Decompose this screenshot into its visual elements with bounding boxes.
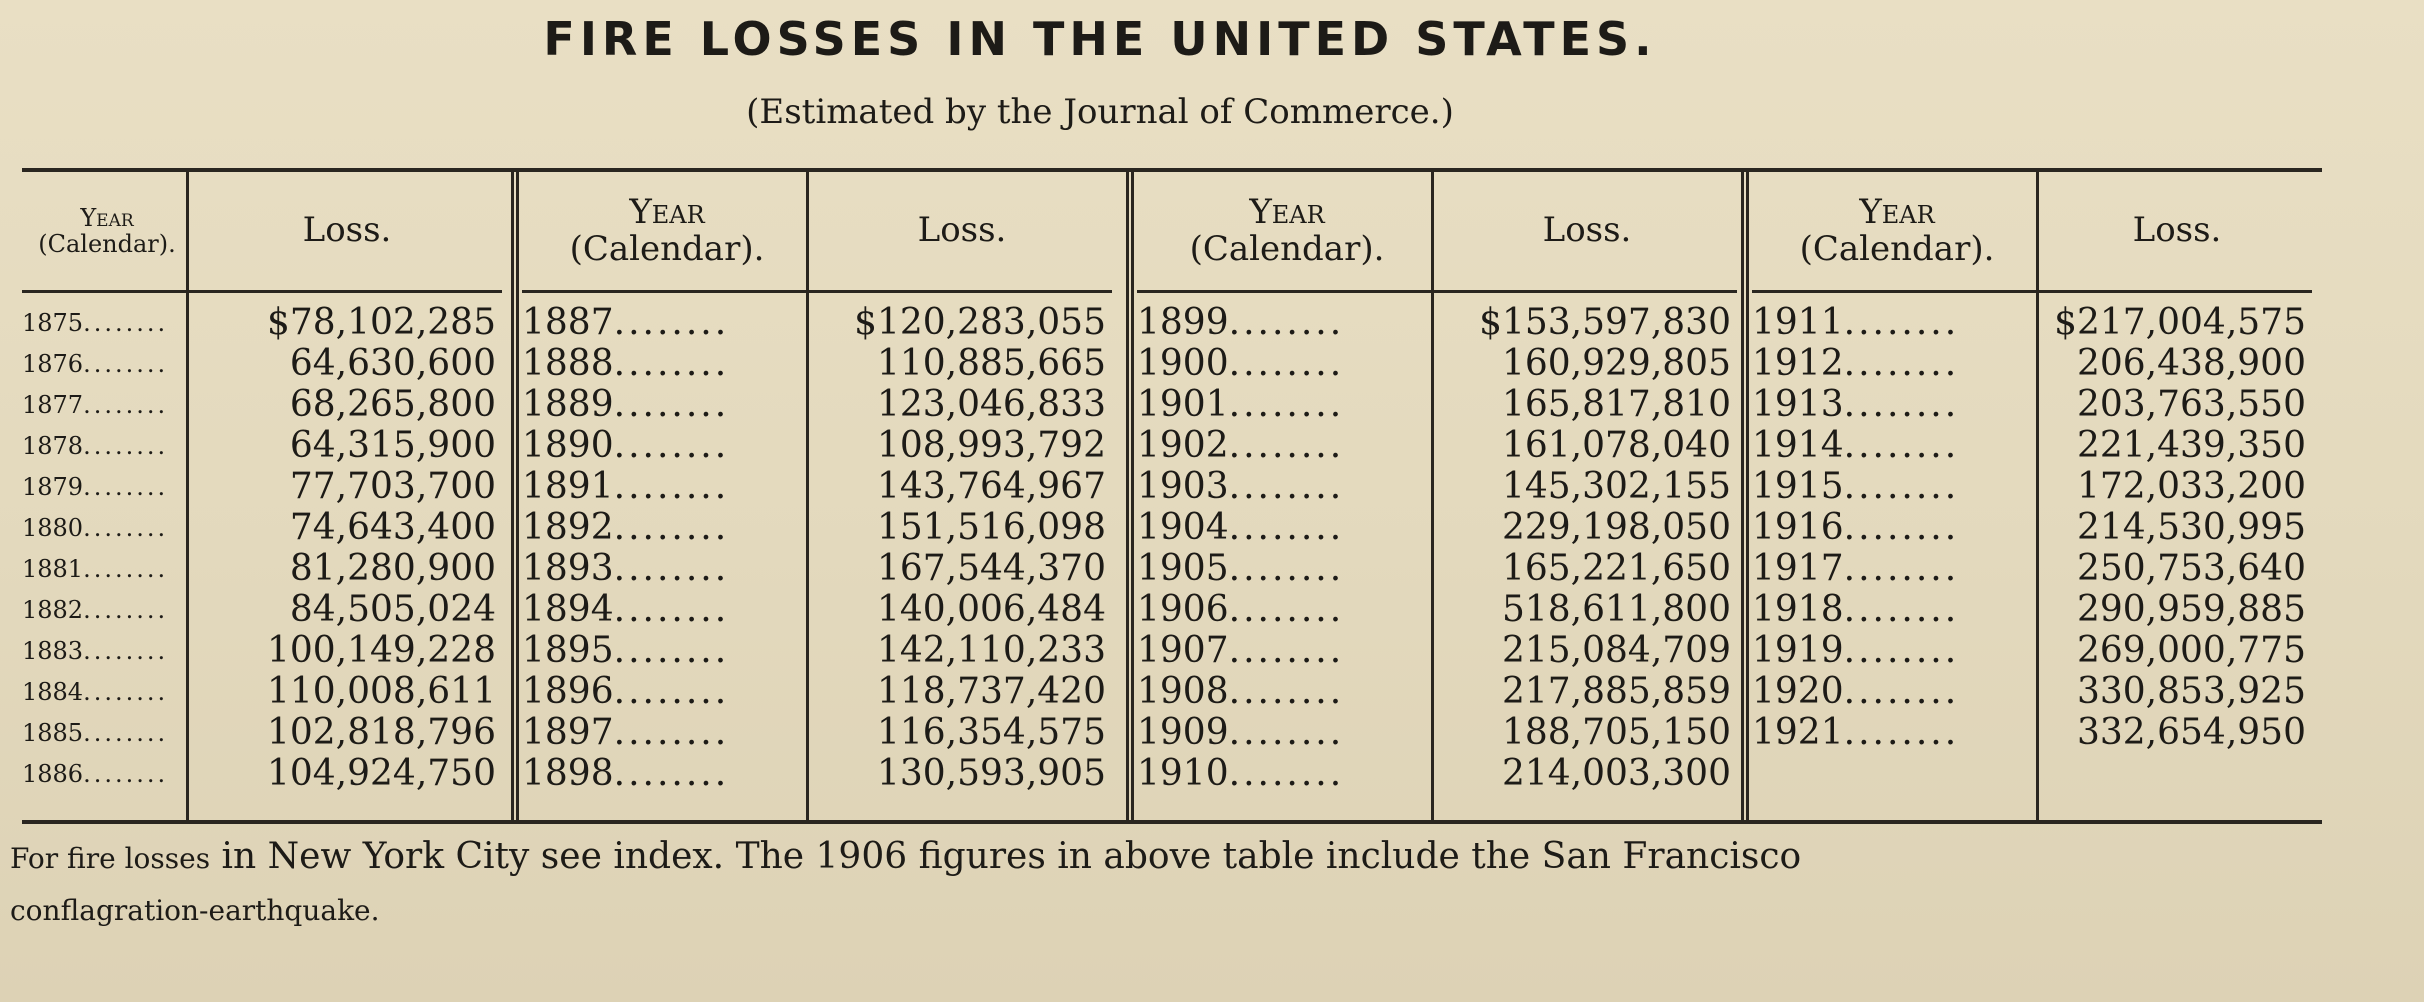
table-row (1752, 671, 2312, 713)
dot-leader: ........ (1228, 712, 1345, 753)
loss-cell: 203,763,550 (2076, 384, 2306, 425)
page-title: FIRE LOSSES IN THE UNITED STATES. (543, 12, 1657, 66)
table-row (22, 589, 502, 631)
loss-cell: 116,354,575 (876, 712, 1106, 753)
year-value: 1893 (522, 548, 614, 589)
table-row (1137, 753, 1737, 795)
year-value: 1917 (1752, 548, 1844, 589)
loss-cell: 518,611,800 (1501, 589, 1731, 630)
year-value: 1882 (22, 596, 84, 624)
year-value: 1890 (522, 425, 614, 466)
page-subtitle: (Estimated by the Journal of Commerce.) (746, 92, 1454, 132)
table-row (1752, 712, 2312, 754)
loss-cell: 161,078,040 (1501, 425, 1731, 466)
year-value: 1907 (1137, 630, 1229, 671)
year-cell (1137, 548, 1427, 590)
year-value: 1900 (1137, 343, 1229, 384)
table-column-group (522, 172, 1112, 820)
table-row (1137, 384, 1737, 426)
table-row (22, 302, 502, 344)
loss-cell: 110,885,665 (876, 343, 1106, 384)
year-value: 1905 (1137, 548, 1229, 589)
year-cell (1137, 466, 1427, 508)
year-column-header (522, 172, 812, 290)
year-header-label: Year (629, 191, 705, 232)
year-cell (522, 753, 802, 795)
loss-cell: $78,102,285 (266, 302, 496, 343)
table-row (1137, 589, 1737, 631)
year-cell (22, 507, 182, 549)
table-row (522, 712, 1112, 754)
calendar-header-label: (Calendar). (569, 229, 765, 269)
table-row (1137, 712, 1737, 754)
table-row (522, 466, 1112, 508)
table-row (22, 343, 502, 385)
dot-leader: ........ (83, 350, 169, 378)
year-header-label: Year (80, 203, 134, 232)
dot-leader: ........ (1843, 589, 1960, 630)
table-row (1137, 425, 1737, 467)
table-row (22, 712, 502, 754)
loss-column-header: Loss. (302, 210, 392, 251)
table-row (1752, 507, 2312, 549)
dot-leader: ........ (613, 753, 730, 794)
loss-cell: 290,959,885 (2076, 589, 2306, 630)
dot-leader: ........ (1228, 507, 1345, 548)
year-cell (1752, 589, 2032, 631)
table-row (522, 630, 1112, 672)
year-cell (1752, 302, 2032, 344)
table-row (22, 548, 502, 590)
loss-cell: 167,544,370 (876, 548, 1106, 589)
dot-leader: ........ (1843, 548, 1960, 589)
dot-leader: ........ (1228, 425, 1345, 466)
year-value: 1888 (522, 343, 614, 384)
table-row (22, 630, 502, 672)
year-cell (1752, 712, 2032, 754)
year-cell (522, 507, 802, 549)
table-row (522, 589, 1112, 631)
year-cell (1752, 384, 2032, 426)
year-cell (1752, 343, 2032, 385)
loss-cell: 250,753,640 (2076, 548, 2306, 589)
loss-cell: 64,315,900 (289, 425, 496, 466)
year-value: 1918 (1752, 589, 1844, 630)
dot-leader: ........ (83, 514, 169, 542)
loss-cell: 215,084,709 (1501, 630, 1731, 671)
loss-cell: 118,737,420 (876, 671, 1106, 712)
loss-cell: 104,924,750 (266, 753, 496, 794)
dot-leader: ........ (1228, 630, 1345, 671)
table-row (1752, 302, 2312, 344)
loss-cell: 68,265,800 (289, 384, 496, 425)
dot-leader: ........ (83, 719, 169, 747)
dot-leader: ........ (1843, 343, 1960, 384)
header-rule (522, 290, 1112, 293)
year-cell (22, 630, 182, 672)
loss-cell: 214,003,300 (1501, 753, 1731, 794)
dot-leader: ........ (83, 760, 169, 788)
fire-losses-table (22, 168, 2322, 824)
year-value: 1913 (1752, 384, 1844, 425)
loss-cell: 269,000,775 (2076, 630, 2306, 671)
header-rule (1752, 290, 2312, 293)
year-cell (22, 548, 182, 590)
year-value: 1891 (522, 466, 614, 507)
loss-cell: $217,004,575 (2054, 302, 2306, 343)
dot-leader: ........ (1228, 384, 1345, 425)
dot-leader: ........ (1228, 753, 1345, 794)
year-value: 1916 (1752, 507, 1844, 548)
year-value: 1915 (1752, 466, 1844, 507)
year-value: 1878 (22, 432, 84, 460)
table-row (522, 671, 1112, 713)
year-cell (1137, 712, 1427, 754)
table-row (1137, 466, 1737, 508)
year-cell (22, 712, 182, 754)
table-row (1752, 425, 2312, 467)
year-value: 1877 (22, 391, 84, 419)
dot-leader: ........ (1228, 466, 1345, 507)
year-value: 1892 (522, 507, 614, 548)
dot-leader: ........ (1843, 507, 1960, 548)
loss-cell: 165,221,650 (1501, 548, 1731, 589)
table-row (1752, 548, 2312, 590)
year-cell (522, 589, 802, 631)
table-row (1137, 302, 1737, 344)
dot-leader: ........ (83, 473, 169, 501)
table-row (522, 425, 1112, 467)
header-rule (1137, 290, 1737, 293)
dot-leader: ........ (1843, 425, 1960, 466)
loss-cell: 188,705,150 (1501, 712, 1731, 753)
loss-cell: 217,885,859 (1501, 671, 1731, 712)
dot-leader: ........ (83, 555, 169, 583)
year-cell (22, 753, 182, 795)
loss-cell: 64,630,600 (289, 343, 496, 384)
loss-cell: 81,280,900 (289, 548, 496, 589)
year-value: 1875 (22, 309, 84, 337)
loss-cell: 221,439,350 (2076, 425, 2306, 466)
dot-leader: ........ (613, 589, 730, 630)
year-value: 1909 (1137, 712, 1229, 753)
dot-leader: ........ (83, 637, 169, 665)
table-row (522, 548, 1112, 590)
loss-cell: 140,006,484 (876, 589, 1106, 630)
year-value: 1887 (522, 302, 614, 343)
year-cell (522, 630, 802, 672)
table-row (522, 384, 1112, 426)
year-column-header (1137, 172, 1437, 290)
year-cell (22, 425, 182, 467)
dot-leader: ........ (613, 712, 730, 753)
year-cell (1137, 302, 1427, 344)
dot-leader: ........ (1843, 384, 1960, 425)
loss-cell: 142,110,233 (876, 630, 1106, 671)
year-cell (22, 589, 182, 631)
table-row (1752, 589, 2312, 631)
year-value: 1895 (522, 630, 614, 671)
dot-leader: ........ (1843, 466, 1960, 507)
year-cell (22, 671, 182, 713)
year-cell (1752, 507, 2032, 549)
table-row (522, 507, 1112, 549)
dot-leader: ........ (83, 432, 169, 460)
year-value: 1884 (22, 678, 84, 706)
loss-cell: 172,033,200 (2076, 466, 2306, 507)
year-value: 1883 (22, 637, 84, 665)
year-cell (22, 302, 182, 344)
dot-leader: ........ (613, 466, 730, 507)
year-cell (1137, 343, 1427, 385)
dot-leader: ........ (613, 425, 730, 466)
calendar-header-label: (Calendar). (1189, 229, 1385, 269)
table-row (522, 753, 1112, 795)
dot-leader: ........ (613, 384, 730, 425)
table-row (1137, 630, 1737, 672)
table-row (22, 507, 502, 549)
dot-leader: ........ (83, 596, 169, 624)
dot-leader: ........ (1228, 671, 1345, 712)
header-rule (22, 290, 502, 293)
year-value: 1897 (522, 712, 614, 753)
table-row (1752, 466, 2312, 508)
loss-cell: 84,505,024 (289, 589, 496, 630)
year-column-header (22, 172, 192, 290)
year-cell (22, 466, 182, 508)
year-column-header (1752, 172, 2042, 290)
year-value: 1881 (22, 555, 84, 583)
year-cell (22, 343, 182, 385)
year-cell (1137, 384, 1427, 426)
dot-leader: ........ (613, 343, 730, 384)
year-value: 1906 (1137, 589, 1229, 630)
loss-cell: 330,853,925 (2076, 671, 2306, 712)
table-row (1752, 384, 2312, 426)
year-value: 1908 (1137, 671, 1229, 712)
year-value: 1896 (522, 671, 614, 712)
dot-leader: ........ (1843, 671, 1960, 712)
loss-cell: 123,046,833 (876, 384, 1106, 425)
year-value: 1910 (1137, 753, 1229, 794)
year-cell (522, 671, 802, 713)
table-row (1137, 507, 1737, 549)
year-cell (522, 548, 802, 590)
footnote-text: in New York City see index. The 1906 figures in above table include the San Francisco (221, 836, 1802, 877)
table-row (1752, 343, 2312, 385)
year-cell (1137, 671, 1427, 713)
calendar-header-label: (Calendar). (38, 230, 176, 258)
year-cell (1752, 671, 2032, 713)
calendar-header-label: (Calendar). (1799, 229, 1995, 269)
loss-column-header: Loss. (917, 210, 1007, 251)
year-header-label: Year (1249, 191, 1325, 232)
footnote-second-line: conflagration-earthquake. (10, 894, 380, 927)
dot-leader: ........ (83, 309, 169, 337)
year-value: 1912 (1752, 343, 1844, 384)
year-cell (1137, 753, 1427, 795)
dot-leader: ........ (1843, 630, 1960, 671)
loss-cell: 229,198,050 (1501, 507, 1731, 548)
table-column-group (22, 172, 502, 820)
loss-cell: 102,818,796 (266, 712, 496, 753)
year-cell (522, 302, 802, 344)
year-value: 1899 (1137, 302, 1229, 343)
loss-cell: 110,008,611 (266, 671, 496, 712)
dot-leader: ........ (1228, 343, 1345, 384)
year-value: 1911 (1752, 302, 1844, 343)
table-row (22, 425, 502, 467)
table-row (1137, 671, 1737, 713)
year-cell (1752, 548, 2032, 590)
table-row (522, 343, 1112, 385)
year-cell (1137, 507, 1427, 549)
year-cell (1137, 425, 1427, 467)
dot-leader: ........ (613, 548, 730, 589)
year-header-label: Year (1859, 191, 1935, 232)
year-value: 1886 (22, 760, 84, 788)
year-cell (1137, 630, 1427, 672)
loss-cell: $120,283,055 (854, 302, 1106, 343)
table-row (22, 753, 502, 795)
footnote-lead: For fire losses (10, 842, 211, 875)
loss-cell: 130,593,905 (876, 753, 1106, 794)
dot-leader: ........ (1843, 712, 1960, 753)
year-value: 1914 (1752, 425, 1844, 466)
loss-cell: $153,597,830 (1479, 302, 1731, 343)
dot-leader: ........ (613, 507, 730, 548)
year-value: 1904 (1137, 507, 1229, 548)
year-cell (1752, 466, 2032, 508)
year-cell (522, 425, 802, 467)
footnote (10, 832, 2370, 936)
loss-cell: 165,817,810 (1501, 384, 1731, 425)
table-column-group (1137, 172, 1737, 820)
year-cell (522, 466, 802, 508)
table-row (1137, 343, 1737, 385)
table-row (1752, 630, 2312, 672)
table-column-group (1752, 172, 2312, 820)
year-cell (1137, 589, 1427, 631)
year-value: 1920 (1752, 671, 1844, 712)
year-cell (1752, 630, 2032, 672)
loss-column-header: Loss. (2132, 210, 2222, 251)
year-value: 1898 (522, 753, 614, 794)
loss-cell: 160,929,805 (1501, 343, 1731, 384)
dot-leader: ........ (613, 630, 730, 671)
loss-column-header: Loss. (1542, 210, 1632, 251)
table-row (522, 302, 1112, 344)
loss-cell: 143,764,967 (876, 466, 1106, 507)
year-value: 1894 (522, 589, 614, 630)
dot-leader: ........ (83, 391, 169, 419)
loss-cell: 100,149,228 (266, 630, 496, 671)
loss-cell: 206,438,900 (2076, 343, 2306, 384)
loss-cell: 214,530,995 (2076, 507, 2306, 548)
loss-cell: 151,516,098 (876, 507, 1106, 548)
year-value: 1880 (22, 514, 84, 542)
dot-leader: ........ (613, 302, 730, 343)
year-value: 1902 (1137, 425, 1229, 466)
dot-leader: ........ (1228, 302, 1345, 343)
year-value: 1879 (22, 473, 84, 501)
year-value: 1885 (22, 719, 84, 747)
year-cell (522, 384, 802, 426)
dot-leader: ........ (1228, 589, 1345, 630)
year-value: 1901 (1137, 384, 1229, 425)
loss-cell: 332,654,950 (2076, 712, 2306, 753)
year-cell (522, 712, 802, 754)
year-value: 1921 (1752, 712, 1844, 753)
year-cell (22, 384, 182, 426)
dot-leader: ........ (83, 678, 169, 706)
dot-leader: ........ (1843, 302, 1960, 343)
table-row (22, 384, 502, 426)
year-value: 1876 (22, 350, 84, 378)
table-row (1137, 548, 1737, 590)
loss-cell: 74,643,400 (289, 507, 496, 548)
loss-cell: 108,993,792 (876, 425, 1106, 466)
year-value: 1919 (1752, 630, 1844, 671)
table-row (22, 671, 502, 713)
dot-leader: ........ (613, 671, 730, 712)
year-cell (522, 343, 802, 385)
year-cell (1752, 425, 2032, 467)
table-row (22, 466, 502, 508)
year-value: 1903 (1137, 466, 1229, 507)
loss-cell: 77,703,700 (289, 466, 496, 507)
dot-leader: ........ (1228, 548, 1345, 589)
loss-cell: 145,302,155 (1501, 466, 1731, 507)
year-value: 1889 (522, 384, 614, 425)
